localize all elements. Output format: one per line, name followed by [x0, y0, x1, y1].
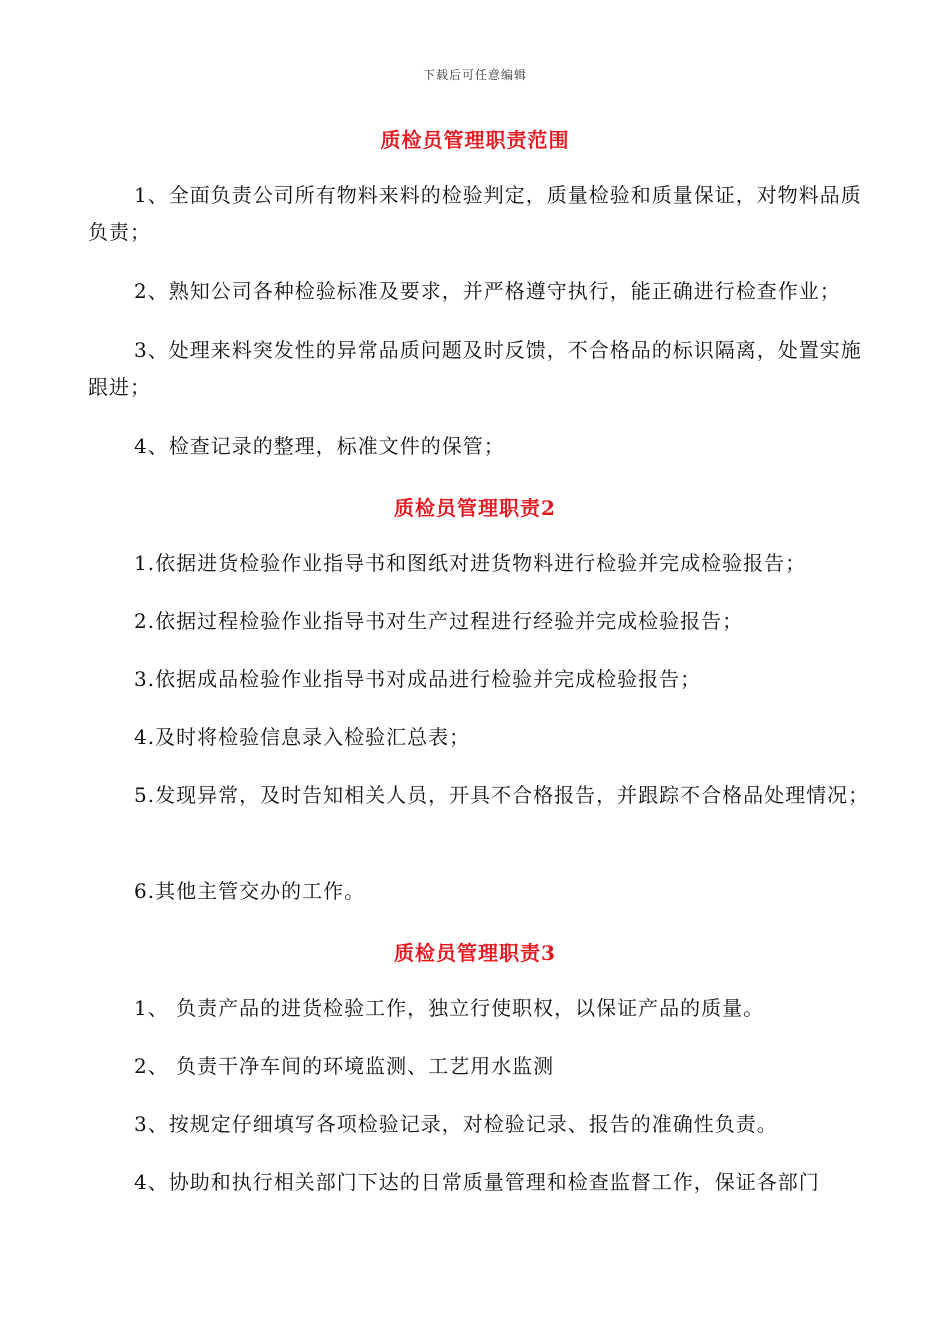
paragraph: 5.发现异常，及时告知相关人员，开具不合格报告，并跟踪不合格品处理情况；	[134, 783, 870, 807]
paragraph: 4.及时将检验信息录入检验汇总表；	[134, 725, 471, 749]
paragraph: 2.依据过程检验作业指导书对生产过程进行经验并完成检验报告；	[134, 609, 744, 633]
paragraph: 4、检查记录的整理，标准文件的保管；	[134, 434, 505, 458]
paragraph: 3.依据成品检验作业指导书对成品进行检验并完成检验报告；	[134, 667, 702, 691]
paragraph: 2、熟知公司各种检验标准及要求，并严格遵守执行，能正确进行检查作业；	[134, 279, 841, 303]
paragraph: 3、处理来料突发性的异常品质问题及时反馈，不合格品的标识隔离，处置实施跟进；	[88, 338, 862, 399]
paragraph: 6.其他主管交办的工作。	[134, 879, 366, 903]
paragraph: 2、 负责干净车间的环境监测、工艺用水监测	[134, 1054, 555, 1078]
paragraph: 1、 负责产品的进货检验工作，独立行使职权，以保证产品的质量。	[134, 996, 765, 1020]
header-note: 下载后可任意编辑	[422, 68, 527, 82]
paragraph: 1、全面负责公司所有物料来料的检验判定，质量检验和质量保证，对物料品质负责；	[88, 183, 862, 244]
paragraph: 1.依据进货检验作业指导书和图纸对进货物料进行检验并完成检验报告；	[134, 551, 807, 575]
paragraph: 3、按规定仔细填写各项检验记录，对检验记录、报告的准确性负责。	[134, 1112, 778, 1136]
section-title-1: 质检员管理职责范围	[380, 128, 570, 152]
paragraph: 4、协助和执行相关部门下达的日常质量管理和检查监督工作，保证各部门	[134, 1170, 820, 1194]
section-title-3: 质检员管理职责3	[394, 941, 556, 965]
section-title-2: 质检员管理职责2	[394, 496, 556, 520]
